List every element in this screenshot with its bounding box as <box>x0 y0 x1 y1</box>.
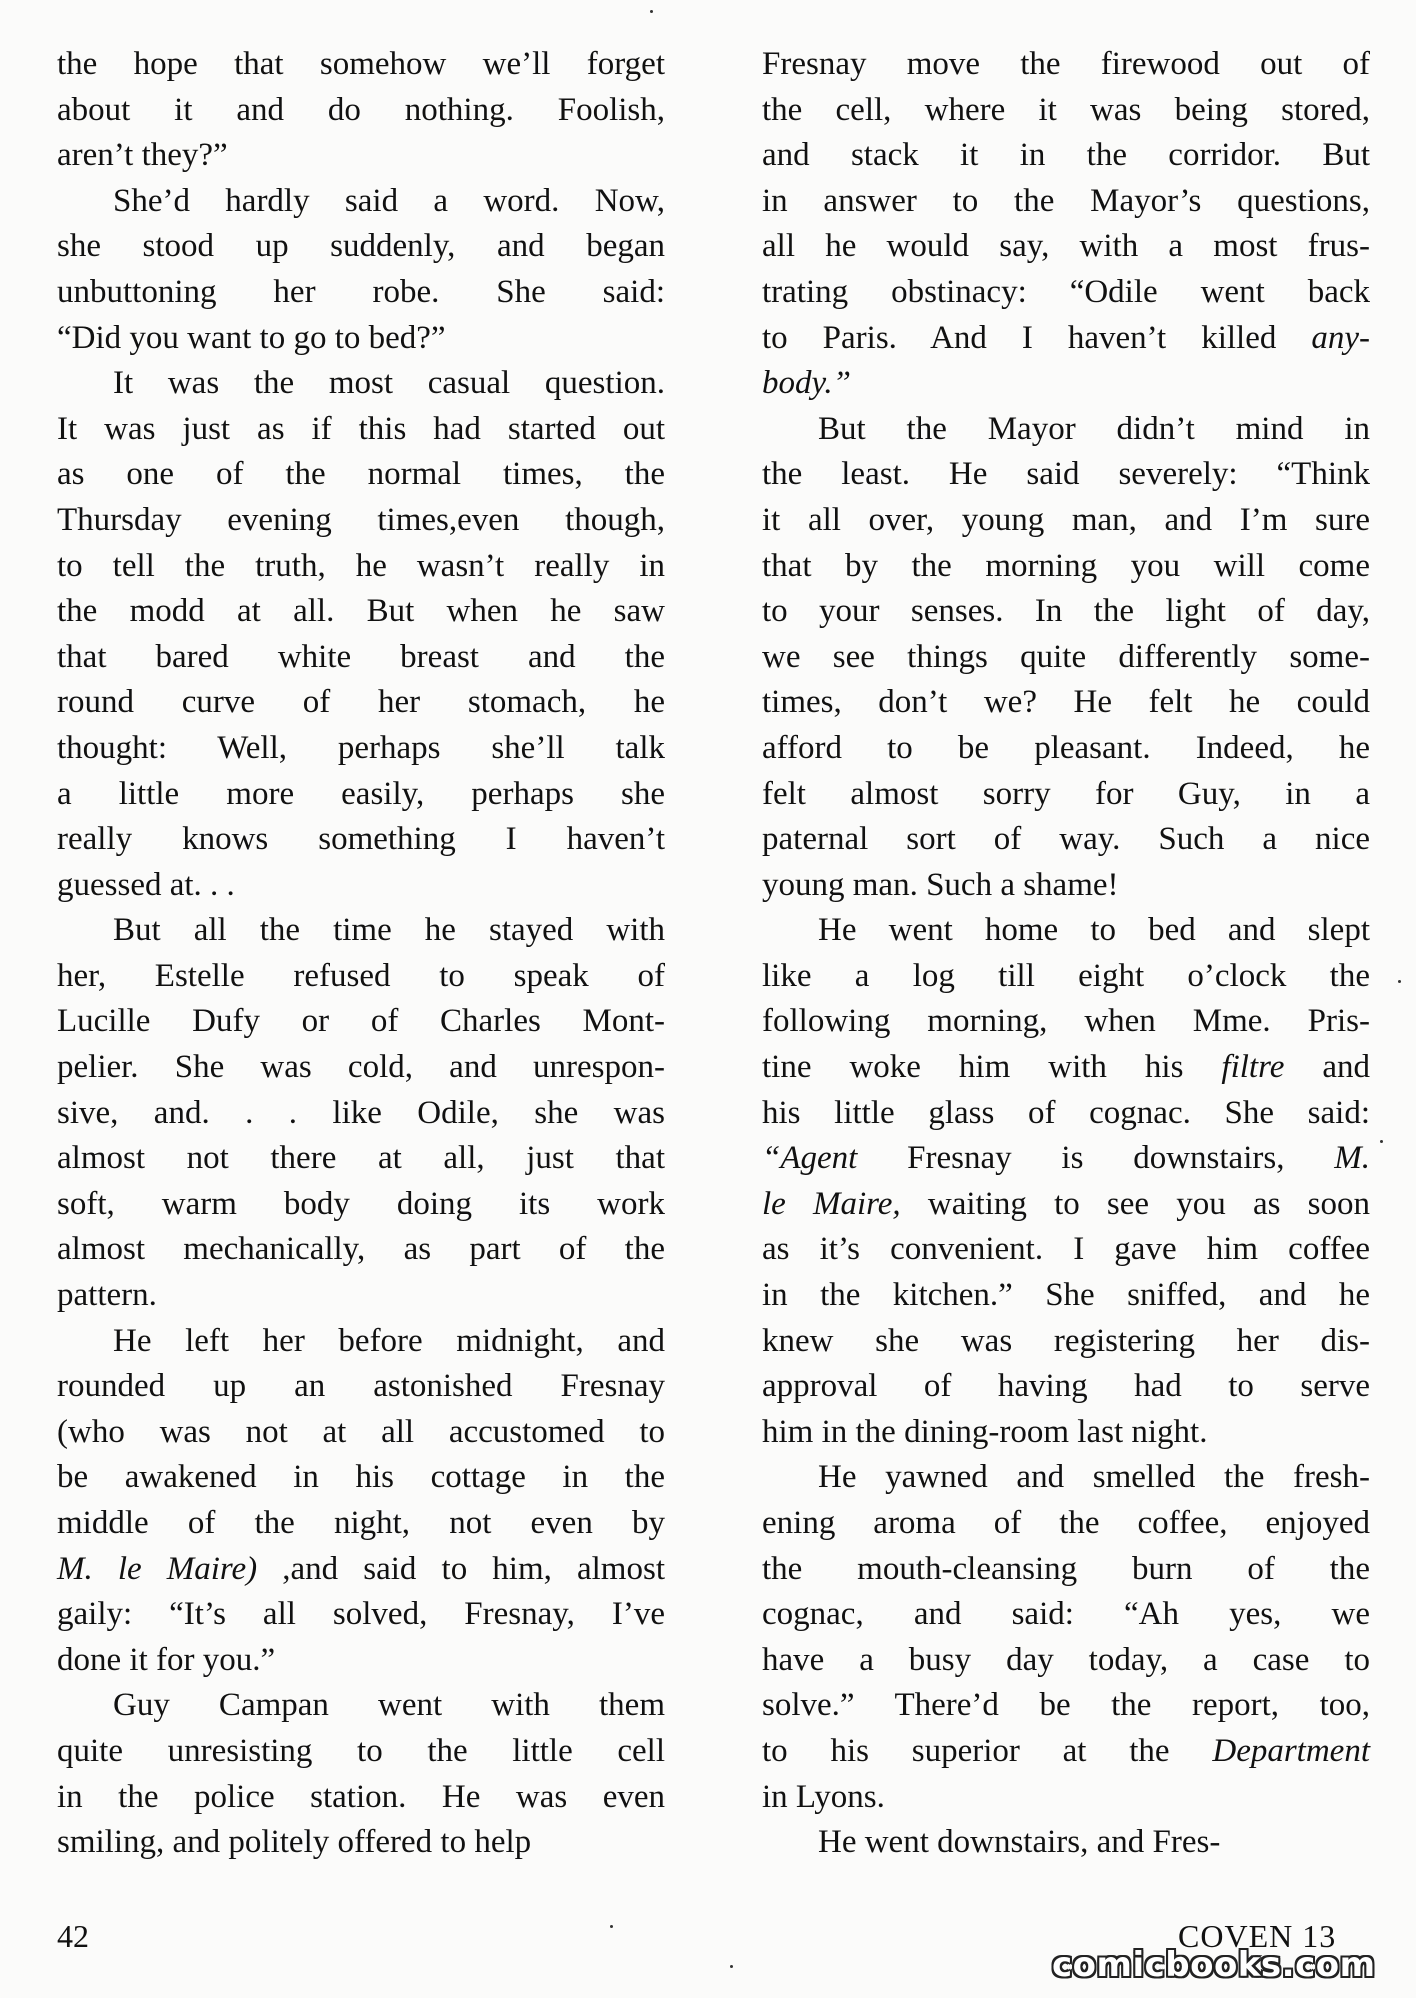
text-line: felt almost sorry for Guy, in a <box>762 775 1370 812</box>
text-line: She’d hardly said a word. Now, <box>113 182 665 219</box>
text-line: Lucille Dufy or of Charles Mont- <box>57 1003 665 1040</box>
text-line: cognac, and said: “Ah yes, we <box>762 1596 1370 1633</box>
print-speck <box>1398 980 1401 983</box>
text-line: middle of the night, not even by <box>57 1505 665 1541</box>
text-line: body.” <box>762 365 851 402</box>
text-line: But all the time he stayed with <box>113 912 665 949</box>
text-line: trating obstinacy: “Odile went back <box>762 273 1370 310</box>
text-line: as it’s convenient. I gave him coffee <box>762 1231 1370 1268</box>
text-line: in Lyons. <box>762 1778 885 1815</box>
text-line: He went home to bed and slept <box>818 912 1370 949</box>
text-line: knew she was registering her dis- <box>762 1322 1370 1359</box>
text-line: the hope that somehow we’ll forget <box>57 46 665 82</box>
text-line: the least. He said severely: “Think <box>762 456 1370 493</box>
text-line: quite unresisting to the little cell <box>57 1732 665 1769</box>
text-line: tine woke him with his filtre and <box>762 1049 1370 1086</box>
text-line: Fresnay move the firewood out of <box>762 46 1370 82</box>
text-line: thought: Well, perhaps she’ll talk <box>57 729 665 766</box>
page-number: 42 <box>57 1918 89 1954</box>
text-line: and stack it in the corridor. But <box>762 137 1370 174</box>
paragraph <box>57 908 665 1318</box>
text-line: Thursday evening times,even though, <box>57 501 665 538</box>
text-line: him in the dining-room last night. <box>762 1413 1208 1450</box>
text-line: following morning, when Mme. Pris- <box>762 1003 1370 1040</box>
text-line: But the Mayor didn’t mind in <box>818 410 1370 447</box>
print-speck <box>730 1965 733 1968</box>
text-line: a little more easily, perhaps she <box>57 775 665 812</box>
paragraph <box>762 407 1370 909</box>
paragraph <box>57 42 665 179</box>
text-line: we see things quite differently some- <box>762 638 1370 675</box>
text-line: done it for you.” <box>57 1641 276 1678</box>
text-line: like a log till eight o’clock the <box>762 957 1370 994</box>
right-text-column <box>762 42 1370 1866</box>
text-line: almost mechanically, as part of the <box>57 1231 665 1268</box>
print-speck <box>610 1925 613 1928</box>
text-line: “Did you want to go to bed?” <box>57 319 446 356</box>
text-line: in the kitchen.” She sniffed, and he <box>762 1277 1370 1314</box>
watermark: comicbooks.com <box>1052 1945 1376 1985</box>
paragraph <box>57 179 665 361</box>
text-line: approval of having had to serve <box>762 1368 1370 1405</box>
text-line: really knows something I haven’t <box>57 821 665 858</box>
text-line: as one of the normal times, the <box>57 456 665 493</box>
text-line: round curve of her stomach, he <box>57 684 665 721</box>
text-line: young man. Such a shame! <box>762 866 1119 903</box>
text-line: times, don’t we? He felt he could <box>762 684 1370 721</box>
text-line: (who was not at all accustomed to <box>57 1413 665 1450</box>
text-line: It was the most casual question. <box>113 365 665 402</box>
text-line: He went downstairs, and Fres- <box>818 1824 1221 1861</box>
text-line: to your senses. In the light of day, <box>762 593 1370 630</box>
paragraph <box>762 1820 1370 1866</box>
text-line: that bared white breast and the <box>57 638 665 675</box>
text-line: to Paris. And I haven’t killed any- <box>762 319 1370 356</box>
text-line: her, Estelle refused to speak of <box>57 957 665 994</box>
paragraph <box>57 1683 665 1865</box>
text-line: have a busy day today, a case to <box>762 1641 1370 1678</box>
text-line: to tell the truth, he wasn’t really in <box>57 547 665 584</box>
text-line: the modd at all. But when he saw <box>57 593 665 630</box>
paragraph <box>57 361 665 908</box>
text-line: sive, and. . . like Odile, she was <box>57 1094 665 1131</box>
magazine-title: COVEN 13 <box>1178 1918 1337 1954</box>
text-line: pelier. She was cold, and unrespon- <box>57 1049 665 1086</box>
text-line: “Agent Fresnay is downstairs, M. <box>762 1140 1370 1177</box>
text-line: aren’t they?” <box>57 137 228 174</box>
text-line: rounded up an astonished Fresnay <box>57 1368 665 1405</box>
text-line: the mouth-cleansing burn of the <box>762 1550 1370 1587</box>
left-text-column <box>57 42 665 1866</box>
text-line: pattern. <box>57 1277 157 1314</box>
print-speck <box>1380 1140 1383 1143</box>
text-line: in answer to the Mayor’s questions, <box>762 182 1370 219</box>
text-line: He yawned and smelled the fresh- <box>818 1459 1370 1496</box>
text-line: ening aroma of the coffee, enjoyed <box>762 1505 1370 1541</box>
print-speck <box>650 10 653 13</box>
text-line: gaily: “It’s all solved, Fresnay, I’ve <box>57 1596 665 1633</box>
text-line: paternal sort of way. Such a nice <box>762 821 1370 858</box>
text-line: be awakened in his cottage in the <box>57 1459 665 1496</box>
text-line: all he would say, with a most frus- <box>762 228 1370 265</box>
text-line: It was just as if this had started out <box>57 410 665 447</box>
paragraph <box>762 1455 1370 1820</box>
text-line: guessed at. . . <box>57 866 235 903</box>
paragraph <box>762 908 1370 1455</box>
text-line: He left her before midnight, and <box>113 1322 665 1359</box>
text-line: smiling, and politely offered to help <box>57 1824 532 1861</box>
text-line: Guy Campan went with them <box>113 1687 665 1724</box>
text-line: that by the morning you will come <box>762 547 1370 584</box>
text-line: M. le Maire) ,and said to him, almost <box>57 1550 665 1587</box>
paragraph <box>57 1319 665 1684</box>
text-line: the cell, where it was being stored, <box>762 91 1370 128</box>
text-line: it all over, young man, and I’m sure <box>762 501 1370 538</box>
paragraph <box>762 42 1370 407</box>
text-line: le Maire, waiting to see you as soon <box>762 1185 1370 1222</box>
text-line: afford to be pleasant. Indeed, he <box>762 729 1370 766</box>
text-line: about it and do nothing. Foolish, <box>57 91 665 128</box>
text-line: soft, warm body doing its work <box>57 1185 665 1222</box>
text-line: almost not there at all, just that <box>57 1140 665 1177</box>
text-line: she stood up suddenly, and began <box>57 228 665 265</box>
text-line: to his superior at the Department <box>762 1732 1370 1769</box>
text-line: solve.” There’d be the report, too, <box>762 1687 1370 1724</box>
text-line: in the police station. He was even <box>57 1778 665 1815</box>
text-line: unbuttoning her robe. She said: <box>57 273 665 310</box>
text-line: his little glass of cognac. She said: <box>762 1094 1370 1131</box>
